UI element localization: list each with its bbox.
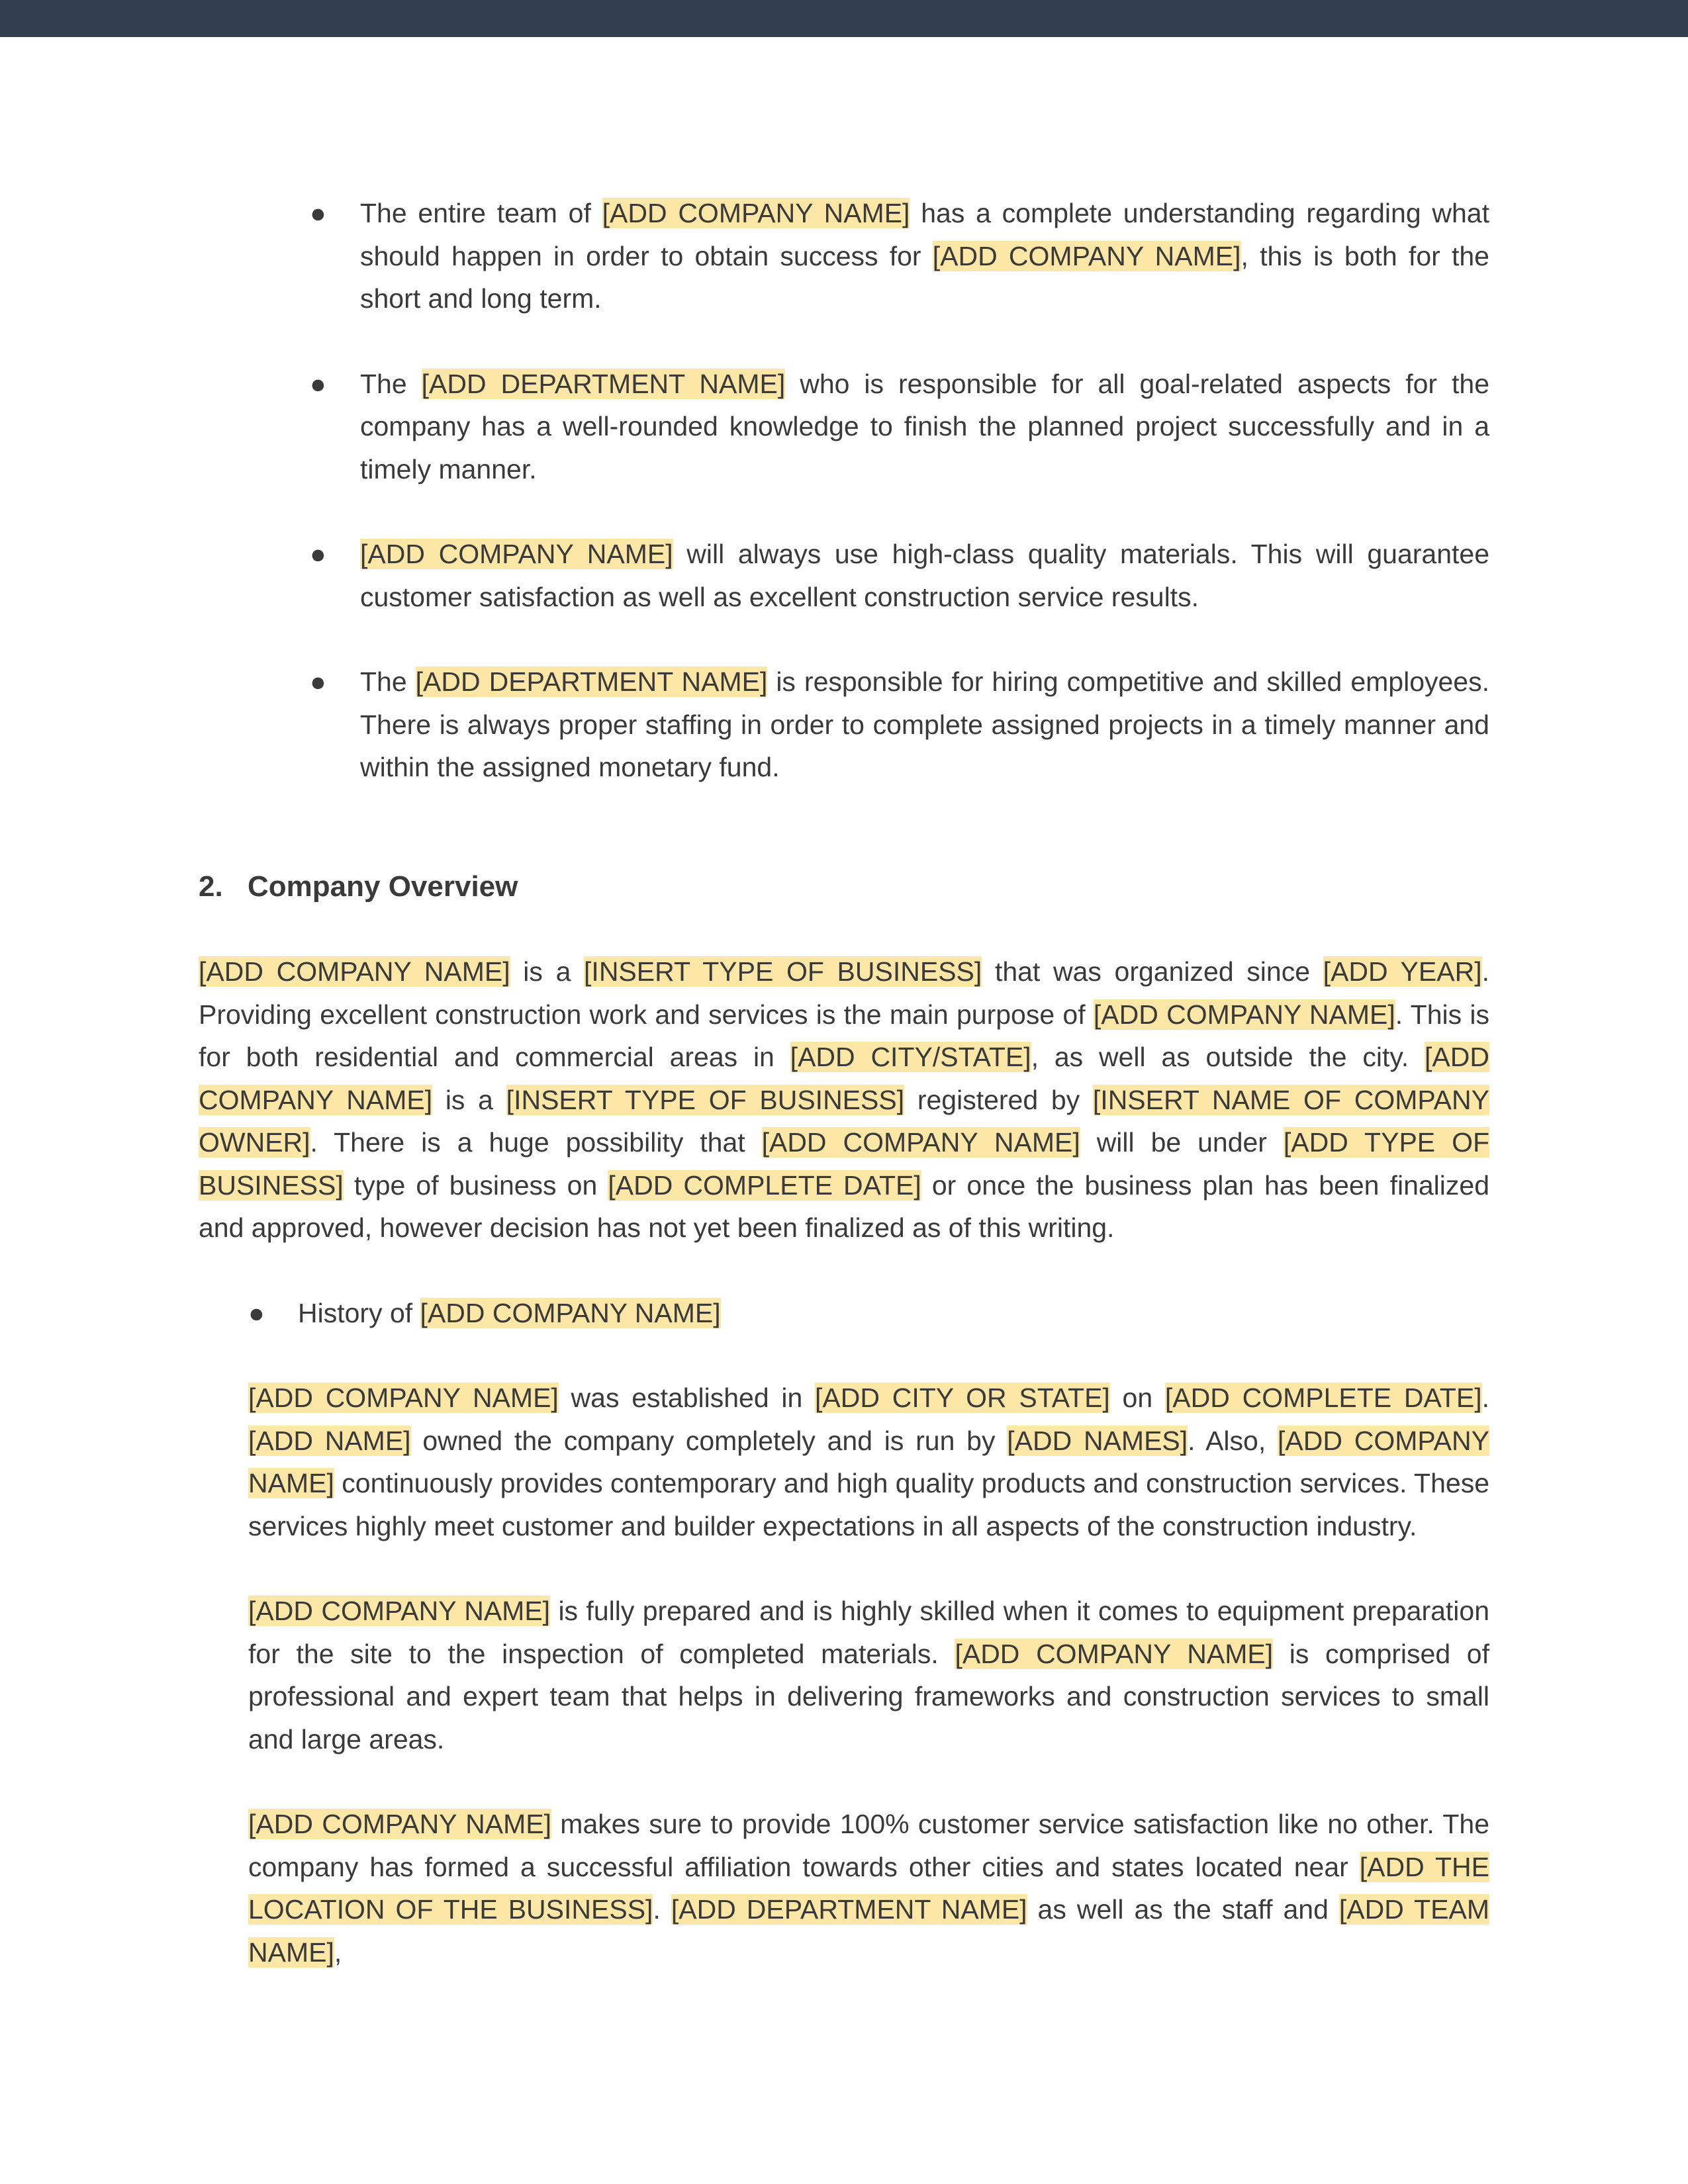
text-run: The <box>360 666 416 697</box>
document-page <box>199 192 1489 2016</box>
text-run: has a complete understanding regarding what should happen in order to obtain success for <box>360 198 1489 271</box>
placeholder-highlight: [ADD TYPE OF BUSINESS] <box>199 1127 1490 1201</box>
history-bullet-text <box>298 1292 1489 1335</box>
text-run: will be under <box>1080 1127 1284 1158</box>
placeholder-highlight: [ADD COMPANY NAME] <box>420 1297 721 1328</box>
history-paragraph <box>248 1377 1489 1547</box>
placeholder-highlight: [INSERT NAME OF COMPANY OWNER] <box>199 1084 1489 1158</box>
bullet-icon: ● <box>310 198 326 228</box>
bullet-text <box>360 192 1489 320</box>
placeholder-highlight: [ADD COMPANY NAME] <box>602 198 910 228</box>
bullet-item <box>199 660 1489 789</box>
goals-bullet-list <box>199 192 1489 789</box>
placeholder-highlight: [ADD NAMES] <box>1007 1425 1188 1456</box>
section-number: 2. <box>199 870 223 903</box>
text-run: . Also, <box>1188 1425 1278 1456</box>
bullet-text <box>360 363 1489 491</box>
text-run: who is responsible for all goal-related aspects for the company has a well-rounded knowledge to finish the planned project successfully and in a timely manner. <box>360 368 1490 484</box>
bullet-icon: ● <box>310 368 326 399</box>
placeholder-highlight: [ADD DEPARTMENT NAME] <box>421 368 786 399</box>
bullet-item <box>199 363 1489 491</box>
text-run: on <box>1109 1383 1165 1413</box>
text-run: . Providing excellent construction work and services is the main purpose of <box>199 956 1489 1030</box>
text-run: owned the company completely and is run by <box>410 1425 1008 1456</box>
placeholder-highlight: [ADD COMPANY NAME] <box>248 1596 551 1626</box>
placeholder-highlight: [ADD DEPARTMENT NAME] <box>671 1894 1027 1925</box>
bullet-icon: ● <box>310 666 326 697</box>
placeholder-highlight: [ADD CITY OR STATE] <box>815 1383 1110 1413</box>
bullet-item <box>199 533 1489 618</box>
text-run: is a <box>510 956 585 987</box>
placeholder-highlight: [ADD COMPANY NAME] <box>1093 999 1395 1030</box>
text-run: is a <box>432 1084 506 1115</box>
text-run: . <box>653 1894 671 1925</box>
bullet-item <box>199 192 1489 320</box>
placeholder-highlight: [INSERT TYPE OF BUSINESS] <box>584 956 982 987</box>
history-paragraph <box>248 1590 1489 1760</box>
text-run: makes sure to provide 100% customer service satisfaction like no other. The company has formed a successful affiliation towards other cities and states located near <box>248 1809 1490 1882</box>
placeholder-highlight: [ADD TEAM NAME] <box>248 1894 1489 1968</box>
placeholder-highlight: [ADD COMPANY NAME] <box>248 1383 559 1413</box>
placeholder-highlight: [ADD COMPLETE DATE] <box>1164 1383 1482 1413</box>
bullet-icon: ● <box>248 1297 265 1328</box>
placeholder-highlight: [ADD COMPANY NAME] <box>248 1809 551 1839</box>
placeholder-highlight: [ADD NAME] <box>248 1425 411 1456</box>
text-run: , <box>334 1936 342 1968</box>
text-run: registered by <box>904 1084 1093 1115</box>
text-run: was established in <box>558 1383 816 1413</box>
text-run: that was organized since <box>982 956 1323 987</box>
section-heading <box>199 866 1489 909</box>
text-run: History of <box>298 1297 420 1328</box>
bullet-text <box>360 533 1489 618</box>
text-run: , this is both for the short and long term. <box>360 240 1489 314</box>
placeholder-highlight: [ADD DEPARTMENT NAME] <box>415 666 768 697</box>
company-overview-paragraph <box>199 950 1489 1250</box>
placeholder-highlight: [ADD COMPANY NAME] <box>199 956 510 987</box>
placeholder-highlight: [ADD THE LOCATION OF THE BUSINESS] <box>248 1851 1489 1925</box>
section-title: Company Overview <box>248 870 518 903</box>
placeholder-highlight: [ADD COMPLETE DATE] <box>608 1169 921 1201</box>
text-run: is responsible for hiring competitive and skilled employees. There is always proper staffing in order to complete assigned projects in a timely manner and within the assigned monetary fund. <box>360 666 1489 782</box>
page-header-bar <box>0 0 1688 37</box>
text-run: will always use high-class quality materials. This will guarantee customer satisfaction as well as excellent construction service results. <box>360 539 1489 612</box>
bullet-icon: ● <box>310 539 326 569</box>
placeholder-highlight: [INSERT TYPE OF BUSINESS] <box>506 1084 905 1115</box>
history-paragraph <box>248 1803 1489 1974</box>
text-run: or once the business plan has been finalized and approved, however decision has not yet been finalized as of this writing. <box>199 1169 1490 1243</box>
text-run: . There is a huge possibility that <box>310 1127 762 1158</box>
text-run: The <box>360 368 422 399</box>
placeholder-highlight: [ADD COMPANY NAME] <box>932 240 1241 271</box>
text-run: is fully prepared and is highly skilled when it comes to equipment preparation for the site to the inspection of completed materials. <box>248 1596 1489 1669</box>
text-run: as well as the staff and <box>1027 1894 1339 1925</box>
text-run: is comprised of professional and expert team that helps in delivering frameworks and construction services to small and large areas. <box>248 1638 1489 1754</box>
placeholder-highlight: [ADD YEAR] <box>1323 956 1482 987</box>
text-run: continuously provides contemporary and high quality products and construction services. These services highly meet customer and builder expectations in all aspects of the construction industry. <box>248 1468 1489 1541</box>
text-run: type of business on <box>343 1169 608 1201</box>
placeholder-highlight: [ADD COMPANY NAME] <box>248 1425 1489 1498</box>
placeholder-highlight: [ADD COMPANY NAME] <box>360 539 673 569</box>
bullet-text <box>360 660 1489 789</box>
text-run: . This is for both residential and commercial areas in <box>199 999 1489 1072</box>
placeholder-highlight: [ADD COMPANY NAME] <box>199 1042 1489 1115</box>
placeholder-highlight: [ADD COMPANY NAME] <box>761 1127 1080 1158</box>
history-bullet <box>199 1292 1489 1335</box>
text-run: . <box>1481 1383 1489 1413</box>
text-run: The entire team of <box>360 198 602 228</box>
placeholder-highlight: [ADD COMPANY NAME] <box>955 1638 1274 1669</box>
text-run: , as well as outside the city. <box>1031 1042 1425 1072</box>
placeholder-highlight: [ADD CITY/STATE] <box>790 1042 1031 1072</box>
